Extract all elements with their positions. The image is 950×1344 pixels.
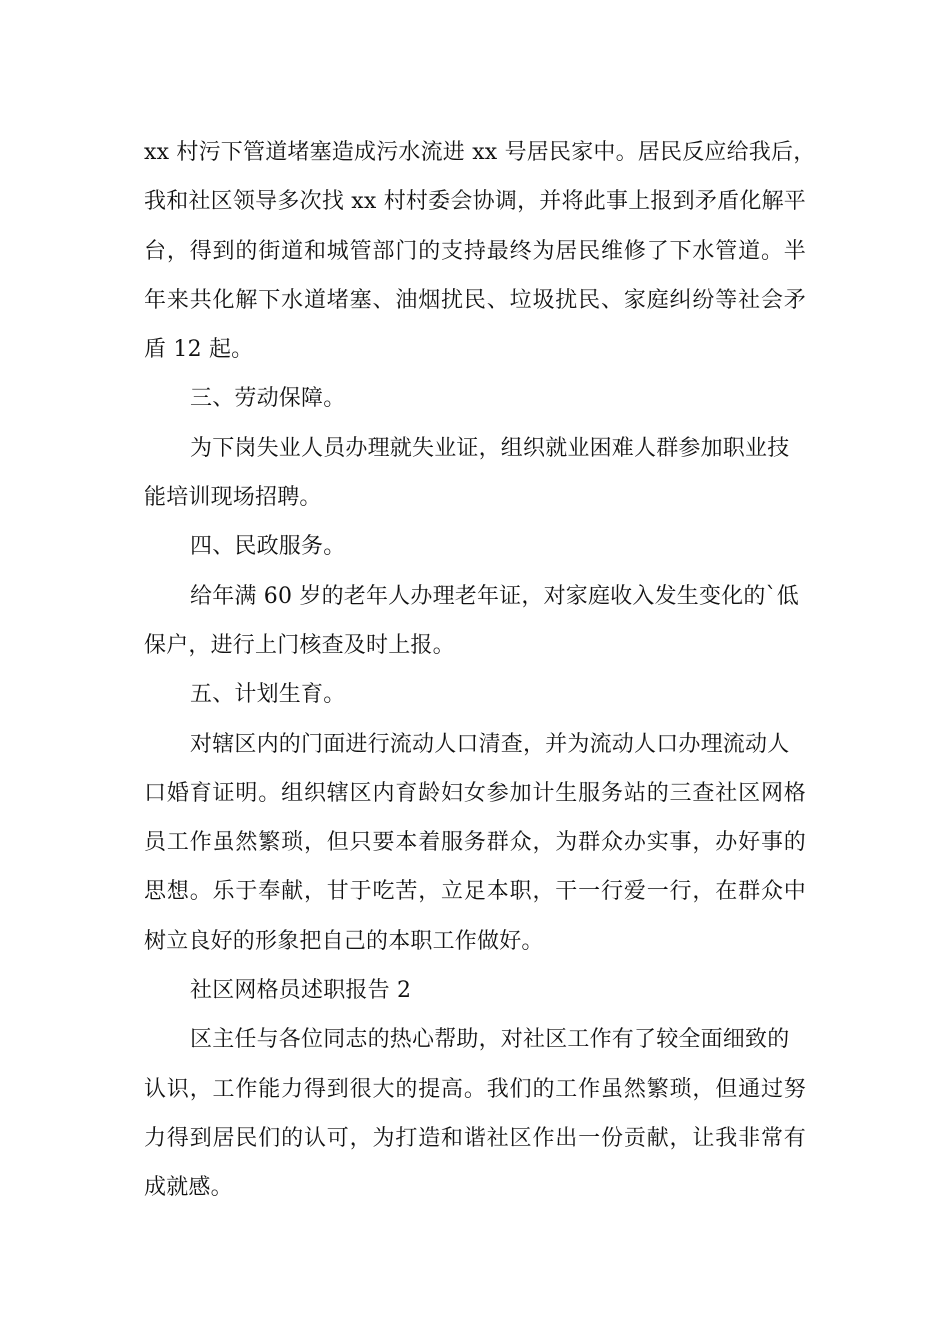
paragraph-line: 思想。乐于奉献，甘于吃苦，立足本职，干一行爱一行，在群众中 — [144, 879, 806, 905]
document-body — [144, 128, 816, 1213]
paragraph-line: 年来共化解下水道堵塞、油烟扰民、垃圾扰民、家庭纠纷等社会矛 — [144, 287, 806, 313]
paragraph-line: 台，得到的街道和城管部门的支持最终为居民维修了下水管道。半 — [144, 238, 806, 264]
paragraph-line: 成就感。 — [144, 1175, 233, 1201]
paragraph-line: xx 村污下管道堵塞造成污水流进 xx 号居民家中。居民反应给我后， — [144, 140, 816, 165]
paragraph-line: 认识，工作能力得到很大的提高。我们的工作虽然繁琐，但通过努 — [144, 1076, 806, 1102]
paragraph-line: 员工作虽然繁琐，但只要本着服务群众，为群众办实事，办好事的 — [144, 830, 806, 856]
paragraph-line: 树立良好的形象把自己的本职工作做好。 — [144, 928, 544, 954]
paragraph-line: 力得到居民们的认可，为打造和谐社区作出一份贡献，让我非常有 — [144, 1125, 806, 1151]
paragraph-line: 为下岗失业人员办理就失业证，组织就业困难人群参加职业技 — [190, 435, 790, 461]
section-heading: 五、计划生育。 — [190, 682, 346, 708]
paragraph-line: 给年满 60 岁的老年人办理老年证，对家庭收入发生变化的`低 — [190, 583, 799, 609]
paragraph-line: 盾 12 起。 — [144, 337, 254, 363]
section-heading: 四、民政服务。 — [190, 534, 346, 560]
paragraph-line: 能培训现场招聘。 — [144, 485, 322, 511]
paragraph-line: 保户，进行上门核查及时上报。 — [144, 632, 455, 658]
paragraph-line: 区主任与各位同志的热心帮助，对社区工作有了较全面细致的 — [190, 1027, 790, 1053]
report-title: 社区网格员述职报告 2 — [190, 978, 412, 1004]
paragraph-line: 对辖区内的门面进行流动人口清查，并为流动人口办理流动人 — [190, 731, 790, 757]
paragraph-line: 我和社区领导多次找 xx 村村委会协调，并将此事上报到矛盾化解平 — [144, 189, 806, 215]
section-heading: 三、劳动保障。 — [190, 386, 346, 412]
paragraph-line: 口婚育证明。组织辖区内育龄妇女参加计生服务站的三查社区网格 — [144, 780, 806, 806]
